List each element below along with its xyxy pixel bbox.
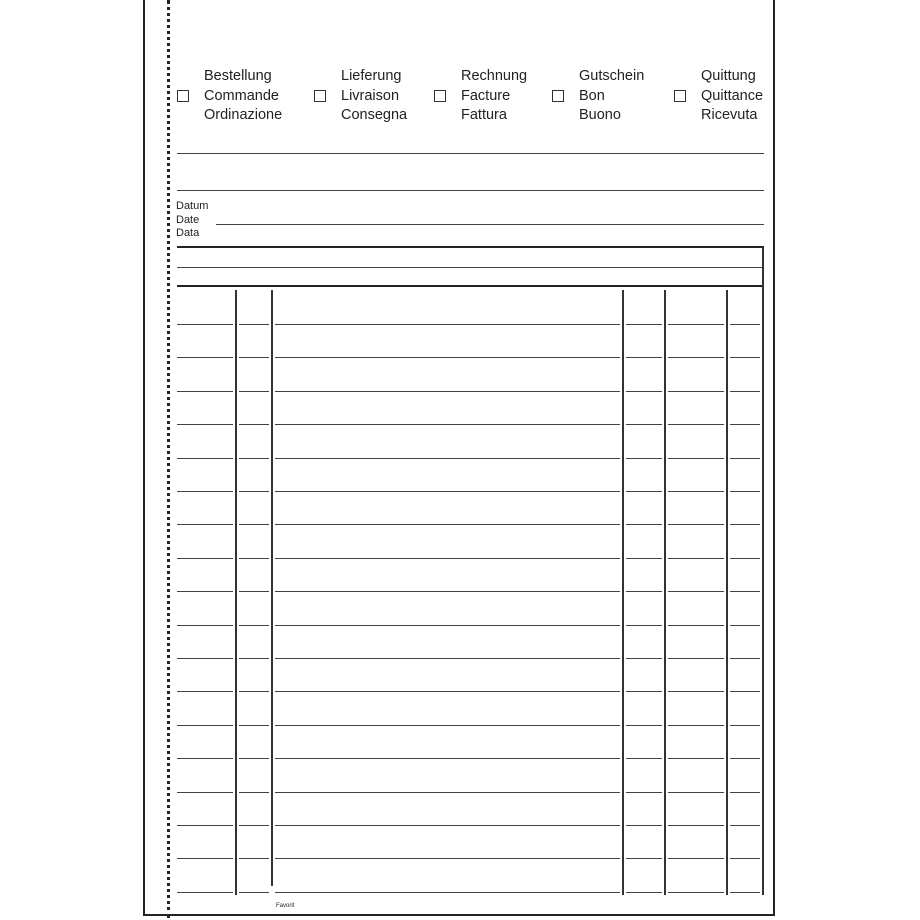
table-row-line[interactable]: [275, 792, 620, 793]
table-row-line[interactable]: [275, 391, 620, 392]
date-label-de: Datum: [176, 200, 209, 212]
table-row-line[interactable]: [730, 324, 760, 325]
table-row-line[interactable]: [730, 458, 760, 459]
option-label-line: Gutschein: [579, 68, 645, 84]
table-row-line[interactable]: [668, 558, 724, 559]
table-row-line[interactable]: [275, 892, 620, 893]
column-divider: [622, 290, 624, 895]
table-row-line[interactable]: [730, 357, 760, 358]
date-label-fr: Date: [176, 213, 200, 226]
table-row-line[interactable]: [177, 858, 233, 859]
column-divider: [726, 290, 728, 895]
table-row-line[interactable]: [668, 491, 724, 492]
table-row-line[interactable]: [177, 658, 233, 659]
table-row-line[interactable]: [177, 424, 233, 425]
option-label: [204, 67, 282, 126]
table-row-line[interactable]: [239, 892, 269, 893]
table-row-line[interactable]: [730, 591, 760, 592]
option-label: [579, 67, 644, 126]
table-row-line[interactable]: [668, 792, 724, 793]
table-row-line[interactable]: [239, 725, 269, 726]
table-row-line[interactable]: [668, 591, 724, 592]
table-row-line[interactable]: [626, 591, 662, 592]
table-row-line[interactable]: [275, 825, 620, 826]
option-label-line: Consegna: [341, 107, 408, 123]
table-row-line[interactable]: [275, 458, 620, 459]
table-row-line[interactable]: [626, 691, 662, 692]
table-top-border: [177, 246, 764, 248]
table-row-line[interactable]: [239, 825, 269, 826]
option-label-line: Commande: [204, 87, 279, 104]
option-label-line: Fattura: [461, 107, 507, 123]
table-row-line[interactable]: [626, 725, 662, 726]
table-row-line[interactable]: [239, 758, 269, 759]
table-row-line[interactable]: [239, 524, 269, 525]
table-row-line[interactable]: [275, 324, 620, 325]
table-row-line[interactable]: [275, 758, 620, 759]
option-label: [341, 67, 407, 126]
table-row-line[interactable]: [626, 491, 662, 492]
option-label-line: Ordinazione: [204, 107, 283, 123]
table-row-line[interactable]: [626, 758, 662, 759]
table-row-line[interactable]: [730, 424, 760, 425]
checkbox[interactable]: [314, 90, 326, 102]
table-row-line[interactable]: [177, 558, 233, 559]
checkbox[interactable]: [177, 90, 189, 102]
table-row-line[interactable]: [275, 524, 620, 525]
table-row-line[interactable]: [177, 524, 233, 525]
table-row-line[interactable]: [668, 725, 724, 726]
table-row-line[interactable]: [275, 658, 620, 659]
table-row-line[interactable]: [275, 558, 620, 559]
table-row-line[interactable]: [239, 424, 269, 425]
table-row-line[interactable]: [626, 658, 662, 659]
table-row-line[interactable]: [239, 324, 269, 325]
date-label: [176, 200, 208, 241]
table-row-line[interactable]: [239, 458, 269, 459]
table-row-line[interactable]: [626, 625, 662, 626]
table-row-line[interactable]: [239, 792, 269, 793]
option-label-line: Livraison: [341, 87, 400, 104]
table-header-line: [177, 267, 762, 268]
date-label-it: Data: [176, 227, 200, 239]
table-row-line[interactable]: [275, 858, 620, 859]
table-row-line[interactable]: [668, 424, 724, 425]
checkbox[interactable]: [434, 90, 446, 102]
table-row-line[interactable]: [730, 858, 760, 859]
table-row-line[interactable]: [730, 892, 760, 893]
table-row-line[interactable]: [626, 825, 662, 826]
table-row-line[interactable]: [177, 458, 233, 459]
column-divider: [664, 290, 666, 895]
option-label-line: Lieferung: [341, 68, 402, 84]
table-row-line[interactable]: [177, 324, 233, 325]
table-row-line[interactable]: [177, 591, 233, 592]
table-row-line[interactable]: [275, 591, 620, 592]
table-row-line[interactable]: [239, 558, 269, 559]
option-label-line: Quittance: [701, 87, 764, 104]
table-row-line[interactable]: [668, 825, 724, 826]
table-row-line[interactable]: [626, 524, 662, 525]
table-row-line[interactable]: [730, 758, 760, 759]
option-label-line: Facture: [461, 87, 511, 104]
table-row-line[interactable]: [730, 725, 760, 726]
table-right-border: [762, 247, 764, 895]
table-row-line[interactable]: [275, 625, 620, 626]
address-line-1[interactable]: [177, 153, 764, 154]
option-label: [701, 67, 763, 126]
table-row-line[interactable]: [626, 391, 662, 392]
table-row-line[interactable]: [275, 491, 620, 492]
option-label-line: Rechnung: [461, 68, 528, 84]
column-divider: [271, 290, 273, 886]
option-label-line: Bestellung: [204, 68, 272, 84]
table-row-line[interactable]: [239, 357, 269, 358]
table-row-line[interactable]: [177, 792, 233, 793]
table-row-line[interactable]: [239, 625, 269, 626]
table-row-line[interactable]: [730, 391, 760, 392]
table-row-line[interactable]: [730, 558, 760, 559]
table-row-line[interactable]: [177, 892, 233, 893]
table-header-border: [177, 285, 762, 287]
table-row-line[interactable]: [239, 691, 269, 692]
table-row-line[interactable]: [275, 357, 620, 358]
table-row-line[interactable]: [730, 825, 760, 826]
table-row-line[interactable]: [730, 524, 760, 525]
table-row-line[interactable]: [668, 758, 724, 759]
checkbox[interactable]: [552, 90, 564, 102]
table-row-line[interactable]: [275, 691, 620, 692]
table-row-line[interactable]: [239, 858, 269, 859]
table-row-line[interactable]: [177, 391, 233, 392]
table-row-line[interactable]: [177, 691, 233, 692]
table-row-line[interactable]: [626, 892, 662, 893]
table-row-line[interactable]: [668, 391, 724, 392]
table-row-line[interactable]: [626, 792, 662, 793]
column-divider: [235, 290, 237, 895]
table-row-line[interactable]: [177, 758, 233, 759]
checkbox[interactable]: [674, 90, 686, 102]
table-row-line[interactable]: [239, 591, 269, 592]
address-line-2[interactable]: [177, 190, 764, 191]
table-row-line[interactable]: [668, 691, 724, 692]
perforation-line: [167, 0, 170, 918]
table-row-line[interactable]: [626, 324, 662, 325]
table-row-line[interactable]: [668, 458, 724, 459]
table-row-line[interactable]: [730, 625, 760, 626]
table-row-line[interactable]: [668, 524, 724, 525]
table-row-line[interactable]: [275, 424, 620, 425]
option-label-line: Quittung: [701, 68, 756, 84]
option-label-line: Bon: [579, 87, 605, 104]
option-label-line: Ricevuta: [701, 107, 758, 123]
table-row-line[interactable]: [668, 324, 724, 325]
table-row-line[interactable]: [177, 625, 233, 626]
brand-label: Favorit: [276, 903, 295, 909]
option-label: [461, 67, 527, 126]
table-row-line[interactable]: [668, 858, 724, 859]
table-row-line[interactable]: [275, 725, 620, 726]
table-row-line[interactable]: [177, 491, 233, 492]
table-row-line[interactable]: [626, 858, 662, 859]
table-row-line[interactable]: [626, 558, 662, 559]
date-field-line[interactable]: [216, 224, 764, 225]
table-row-line[interactable]: [730, 691, 760, 692]
table-row-line[interactable]: [668, 625, 724, 626]
table-row-line[interactable]: [626, 357, 662, 358]
table-row-line[interactable]: [730, 658, 760, 659]
table-row-line[interactable]: [730, 792, 760, 793]
table-row-line[interactable]: [730, 491, 760, 492]
table-row-line[interactable]: [626, 424, 662, 425]
table-row-line[interactable]: [668, 357, 724, 358]
table-row-line[interactable]: [177, 357, 233, 358]
table-row-line[interactable]: [626, 458, 662, 459]
table-row-line[interactable]: [239, 658, 269, 659]
table-row-line[interactable]: [177, 725, 233, 726]
table-row-line[interactable]: [239, 391, 269, 392]
option-label-line: Buono: [579, 107, 621, 123]
table-row-line[interactable]: [668, 892, 724, 893]
table-row-line[interactable]: [668, 658, 724, 659]
table-row-line[interactable]: [177, 825, 233, 826]
table-row-line[interactable]: [239, 491, 269, 492]
